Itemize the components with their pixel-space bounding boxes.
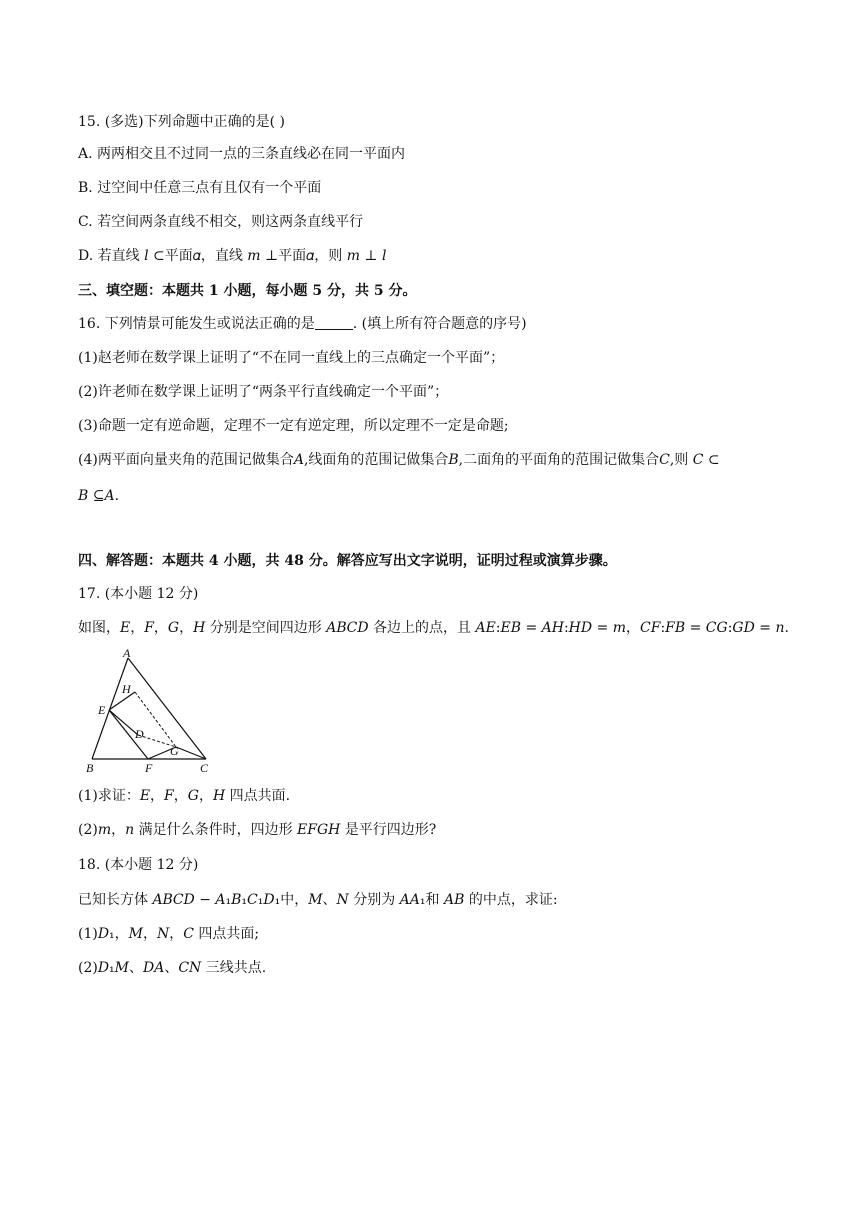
label-d: D (135, 727, 144, 741)
q16-item-4b: 𝐵 ⊆𝐴. (78, 488, 120, 504)
q16-item-2: (2)许老师在数学课上证明了“两条平行直线确定一个平面”； (78, 384, 449, 400)
label-h: H (122, 682, 131, 696)
label-g: G (170, 744, 179, 758)
q16-item-1: (1)赵老师在数学课上证明了“不在同一直线上的三点确定一个平面”； (78, 350, 505, 366)
q16-stem (78, 314, 527, 334)
q15-stem: 15. (多选)下列命题中正确的是( ) (78, 114, 286, 130)
edge-ed (109, 710, 138, 735)
q18-part-1: (1)𝐷₁，𝑀，𝑁，𝐶 四点共面; (78, 926, 260, 942)
q16-stem-before: 16. 下列情景可能发生或说法正确的是 (78, 316, 315, 332)
q17-part-2: (2)𝑚，𝑛 满足什么条件时，四边形 𝐸𝐹𝐺𝐻 是平行四边形? (78, 822, 437, 838)
answer-blank[interactable] (315, 315, 353, 330)
quadrilateral-figure (80, 646, 214, 776)
q18-head: 18. (本小题 12 分) (78, 857, 199, 873)
q15-option-d: D. 若直线 𝑙 ⊂平面𝛼，直线 𝑚 ⊥平面𝛼，则 𝑚 ⊥ 𝑙 (78, 248, 387, 264)
q16-item-4a: (4)两平面向量夹角的范围记做集合𝐴,线面角的范围记做集合𝐵,二面角的平面角的范围记做集合𝐶,则 𝐶 ⊂ (78, 452, 720, 468)
label-f: F (145, 761, 153, 775)
label-b: B (86, 761, 94, 775)
q17-body: 如图，𝐸，𝐹，𝐺，𝐻 分别是空间四边形 𝐴𝐵𝐶𝐷 各边上的点，且 𝐴𝐸:𝐸𝐵 = 𝐴𝐻:𝐻𝐷 = 𝑚，𝐶𝐹:𝐹𝐵 = 𝐶𝐺:𝐺𝐷 = 𝑛. (78, 620, 789, 636)
section-3-heading: 三、填空题：本题共 1 小题，每小题 5 分，共 5 分。 (78, 283, 417, 299)
q15-option-b: B. 过空间中任意三点有且仅有一个平面 (78, 180, 322, 196)
q16-stem-after: . (填上所有符合题意的序号) (352, 316, 527, 332)
q18-body: 已知长方体 𝐴𝐵𝐶𝐷 − 𝐴₁𝐵₁𝐶₁𝐷₁中，𝑀、𝑁 分别为 𝐴𝐴₁和 𝐴𝐵 的中点，求证: (78, 892, 558, 908)
q15-option-c: C. 若空间两条直线不相交，则这两条直线平行 (78, 214, 364, 230)
q15-option-a: A. 两两相交且不过同一点的三条直线必在同一平面内 (78, 146, 406, 162)
section-4-heading: 四、解答题：本题共 4 小题，共 48 分。解答应写出文字说明，证明过程或演算步骤。 (78, 553, 617, 569)
label-a: A (123, 646, 131, 660)
q16-item-3: (3)命题一定有逆命题，定理不一定有逆定理，所以定理不一定是命题; (78, 418, 509, 434)
q17-head: 17. (本小题 12 分) (78, 586, 199, 602)
label-e: E (98, 703, 106, 717)
label-c: C (200, 761, 209, 775)
q18-part-2: (2)𝐷₁𝑀、𝐷𝐴、𝐶𝑁 三线共点. (78, 960, 267, 976)
q17-part-1: (1)求证：𝐸，𝐹，𝐺，𝐻 四点共面. (78, 788, 291, 804)
